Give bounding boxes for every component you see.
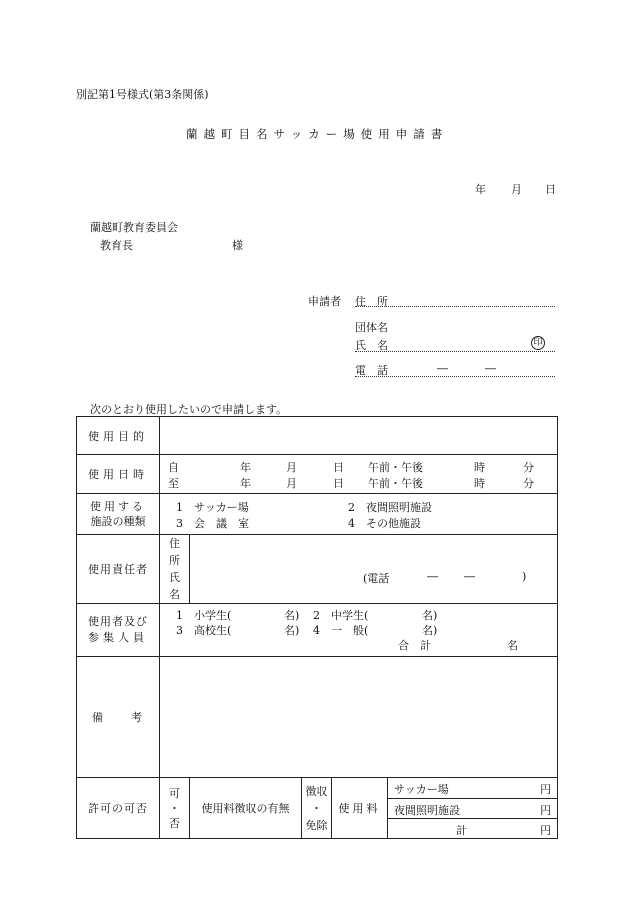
fee-soccer-yen: 円 (540, 783, 552, 796)
permit-yes: 可 (169, 786, 180, 800)
applicant-label: 申請者 (308, 295, 341, 308)
permit-no: 否 (169, 816, 180, 830)
from-hour: 時 (474, 461, 485, 474)
remarks-label: 備 考 (77, 657, 160, 778)
users-label-line-1: 使用者及び (88, 615, 148, 628)
responsible-field[interactable] (190, 535, 558, 604)
application-table (76, 416, 558, 839)
purpose-label: 使用目的 (77, 417, 160, 455)
to-month: 月 (286, 477, 297, 490)
from-ampm: 午前・午後 (368, 461, 423, 474)
addressee-org: 蘭越町教育委員会 (90, 221, 178, 234)
from-day: 日 (333, 461, 344, 474)
facility-option-lighting[interactable]: 2 夜間照明施設 (348, 501, 432, 514)
users-label (77, 604, 160, 657)
from-minute: 分 (523, 461, 534, 474)
purpose-field[interactable] (160, 417, 558, 455)
facility-row (77, 494, 558, 535)
exempt-option: 免除 (305, 818, 328, 832)
applicant-name-label: 氏 名 (355, 339, 388, 352)
fee-light-row[interactable] (388, 798, 557, 818)
applicant-phone-dash-1: ― (437, 362, 448, 375)
users-general-unit: 名) (422, 624, 438, 637)
facility-label (77, 494, 160, 535)
to-ampm: 午前・午後 (368, 477, 423, 490)
datetime-row (77, 455, 558, 494)
to-minute: 分 (523, 477, 534, 490)
responsible-sub-labels (160, 535, 190, 604)
fee-light-yen: 円 (540, 803, 552, 817)
from-label: 自 (168, 461, 179, 474)
responsible-phone-close: ) (522, 569, 527, 583)
permit-dot: ・ (169, 801, 180, 815)
facility-options (160, 494, 558, 535)
permit-label: 許可の可否 (77, 778, 160, 839)
users-elementary: 1 小学生( (176, 609, 232, 622)
remarks-field[interactable] (160, 657, 558, 778)
applicant-phone-field[interactable] (355, 376, 555, 377)
page-title: 蘭越町目名サッカー場使用申請書 (186, 127, 449, 141)
responsible-phone-label: (電話 (363, 571, 390, 585)
applicant-address-label: 住 所 (355, 295, 388, 308)
fee-collect-choice[interactable] (302, 778, 332, 839)
fee-light-label: 夜間照明施設 (394, 803, 460, 817)
to-year: 年 (240, 477, 251, 490)
from-month: 月 (286, 461, 297, 474)
purpose-row (77, 417, 558, 455)
date-day: 日 (545, 183, 556, 196)
intro-text: 次のとおり使用したいので申請します。 (90, 403, 288, 416)
users-high-school: 3 高校生( (176, 624, 232, 637)
responsible-address-label: 住 所 (169, 537, 191, 567)
fee-soccer-label: サッカー場 (394, 783, 449, 796)
users-label-line-2: 参集人員 (88, 631, 148, 644)
permit-row (77, 778, 558, 839)
from-year: 年 (240, 461, 251, 474)
responsible-name-label: 氏 名 (169, 571, 191, 601)
datetime-label: 使用日時 (77, 455, 160, 494)
fee-collect-label: 使用料徴収の有無 (190, 778, 302, 839)
users-row (77, 604, 558, 657)
collect-option: 徴収 (305, 784, 328, 798)
fee-label: 使用料 (332, 778, 388, 839)
applicant-phone-dash-2: ― (485, 362, 496, 375)
applicant-group-label: 団体名 (355, 321, 388, 334)
responsible-phone-dash-1: ― (427, 569, 438, 583)
to-hour: 時 (474, 477, 485, 490)
facility-label-line-2: 施設の種類 (90, 515, 146, 528)
responsible-label: 使用責任者 (77, 535, 160, 604)
users-total-unit: 名 (507, 639, 518, 652)
to-day: 日 (333, 477, 344, 490)
facility-option-meeting-room[interactable]: 3 会 議 室 (176, 517, 249, 530)
date-year: 年 (475, 183, 486, 196)
fee-total-row[interactable] (388, 818, 557, 838)
permit-choice[interactable] (160, 778, 190, 839)
fee-breakdown (388, 778, 558, 839)
to-label: 至 (168, 477, 179, 490)
responsible-row (77, 535, 558, 604)
seal-mark: 印 (531, 336, 545, 350)
datetime-field[interactable] (160, 455, 558, 494)
users-field[interactable] (160, 604, 558, 657)
fee-soccer-row[interactable] (388, 778, 557, 798)
users-total-label: 合 計 (398, 639, 431, 652)
facility-label-line-1: 使用する (90, 500, 146, 513)
addressee-honorific: 様 (232, 239, 243, 252)
applicant-address-field[interactable] (355, 306, 555, 307)
users-general: 4 一 般( (313, 624, 369, 637)
remarks-row (77, 657, 558, 778)
facility-option-soccer[interactable]: 1 サッカー場 (176, 501, 249, 514)
users-junior-high: 2 中学生( (313, 609, 369, 622)
users-elementary-unit: 名) (284, 609, 300, 622)
date-month: 月 (511, 183, 522, 196)
applicant-phone-label: 電 話 (355, 364, 388, 377)
fee-total-label: 計 (456, 823, 467, 837)
users-high-school-unit: 名) (284, 624, 300, 637)
form-number: 別記第1号様式(第3条関係) (76, 88, 209, 101)
addressee-title: 教育長 (100, 239, 133, 252)
fee-total-yen: 円 (540, 823, 552, 837)
collect-dot: ・ (311, 801, 322, 815)
users-junior-high-unit: 名) (422, 609, 438, 622)
responsible-phone-dash-2: ― (464, 569, 475, 583)
facility-option-other[interactable]: 4 その他施設 (348, 517, 421, 530)
applicant-name-field[interactable] (355, 351, 555, 352)
